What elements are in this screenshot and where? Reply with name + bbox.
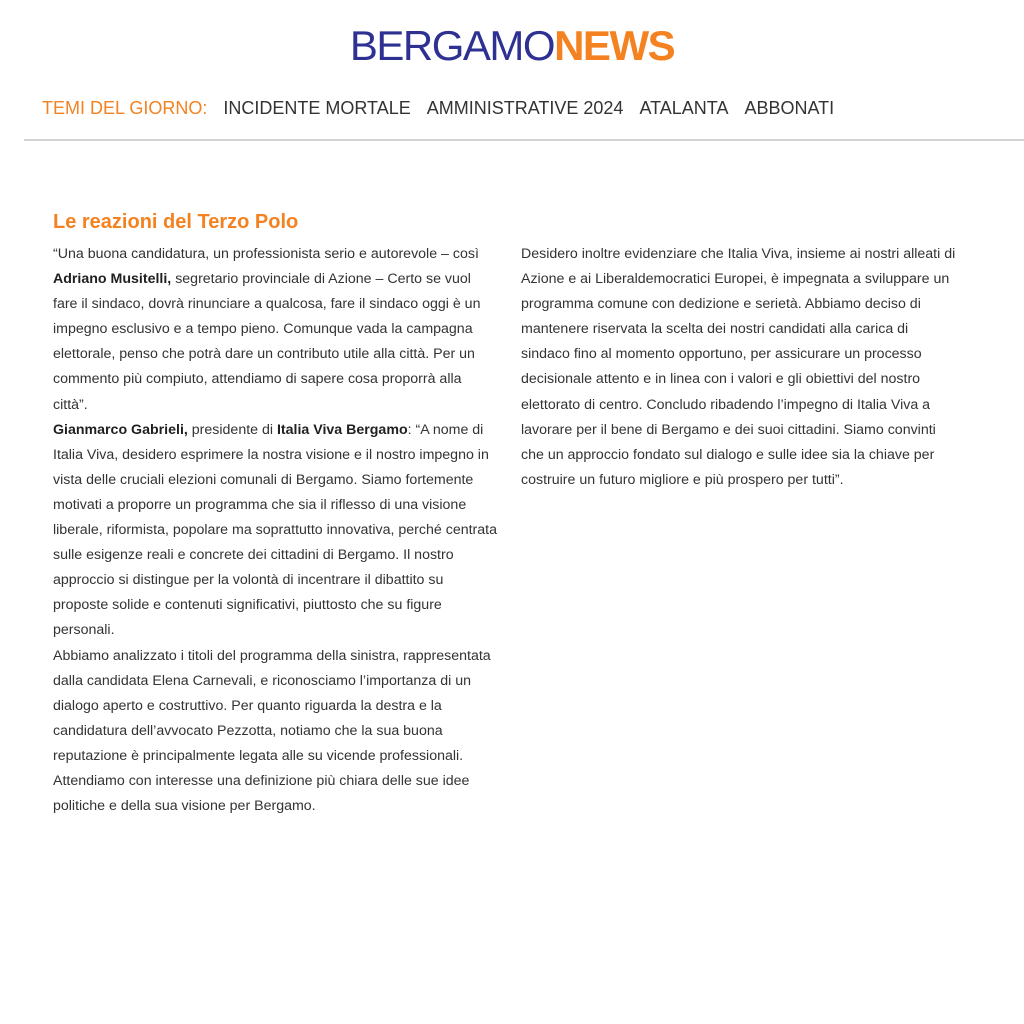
article-paragraph: Desidero inoltre evidenziare che Italia Viva, insieme ai nostri alleati di Azione e ai Liberaldemocratici Europei, è impegnata a sviluppare un programma comune con dedizione e serietà. Abbiamo deciso di mantenere riservata la scelta dei nostri candidati alla carica di sindaco fino al momento opportuno, per assicurare un processo decisionale attento e in linea con i valori e gli obiettivi del nostro elettorato di centro. Concludo ribadendo l’impegno di Italia Viva a lavorare per il bene di Bergamo e dei suoi cittadini. Siamo convinti che un approccio fondato sul dialogo e sulle idee sia la chiave per costruire un futuro migliore e più prospero per tutti”. [521,246,956,488]
topics-nav [42,94,1000,122]
logo-news: NEWS [554,22,675,69]
article-paragraph: Abbiamo analizzato i titoli del programma della sinistra, rappresentata dalla candidata Elena Carnevali, e riconosciamo l’importanza di un dialogo aperto e costruttivo. Per quanto riguarda la destra e la candidatura dell’avvocato Pezzotta, notiamo che la sua buona reputazione è principalmente legata alle su vicende professionali. Attendiamo con interesse una definizione più chiara delle sue idee politiche e della sua visione per Bergamo. [53,647,491,815]
article-paragraph [53,418,497,644]
site-logo[interactable] [0,22,1024,70]
article-column-left [53,242,497,819]
topics-label: TEMI DEL GIORNO: [42,97,208,118]
article-paragraph [53,242,497,418]
section-title: Le reazioni del Terzo Polo [53,211,299,233]
header-divider [24,139,1024,141]
text-run: presidente di [187,421,277,438]
person-name-gabrieli: Gianmarco Gabrieli, [53,421,188,438]
nav-link-incidente-mortale[interactable]: INCIDENTE MORTALE [223,97,411,118]
text-run: segretario provinciale di Azione – Certo se vuol fare il sindaco, dovrà rinunciare a qualcosa, fare il sindaco oggi è un impegno esclusivo e a tempo pieno. Comunque vada la campagna elettorale, penso che potrà dare un contributo utile alla città. Per un commento più compiuto, attendiamo di sapere cosa proporrà alla città”. [53,271,481,413]
logo-bergamo: BERGAMO [349,22,555,69]
text-run: “Una buona candidatura, un professionista serio e autorevole – così [53,246,479,262]
nav-link-atalanta[interactable]: ATALANTA [639,97,729,118]
text-run: : “A nome di Italia Viva, desidero esprimere la nostra visione e il nostro impegno in vista delle cruciali elezioni comunali di Bergamo. Siamo fortemente motivati a proporre un programma che sia il riflesso di una visione liberale, riformista, popolare ma soprattutto innovativa, perché centrata sulle esigenze reali e concrete dei cittadini di Bergamo. Il nostro approccio si distingue per la volontà di incentrare il dibattito su proposte solide e contenuti significativi, piuttosto che su figure personali. [53,421,497,639]
org-name-italia-viva-bergamo: Italia Viva Bergamo [276,421,408,438]
nav-link-amministrative-2024[interactable]: AMMINISTRATIVE 2024 [426,97,624,118]
nav-link-abbonati[interactable]: ABBONATI [744,97,835,118]
person-name-musitelli: Adriano Musitelli, [53,271,172,288]
article-column-right [521,242,961,493]
